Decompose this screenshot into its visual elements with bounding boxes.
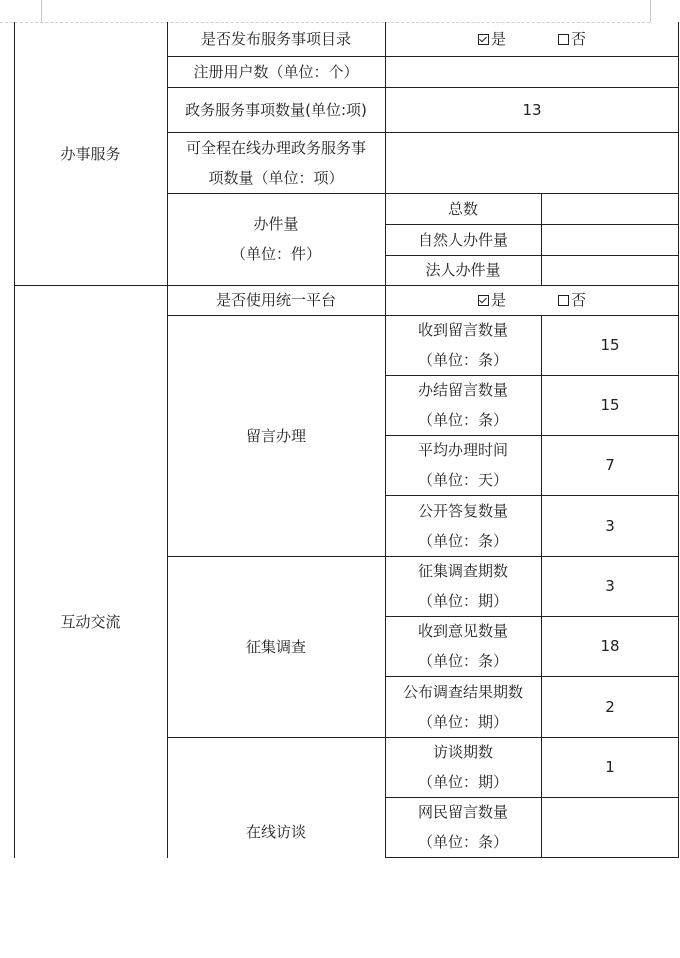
unified-platform-options (385, 285, 679, 315)
checked-box-icon (478, 34, 489, 45)
unified-platform-yes-option[interactable]: 是 (478, 285, 506, 315)
messages-public-replies-value: 3 (605, 516, 615, 535)
service-items-label: 政务服务事项数量(单位:项) (185, 100, 367, 119)
interview-periods-label: 访谈期数 （单位：期） (417, 743, 508, 791)
messages-closed-value: 15 (600, 396, 620, 414)
survey-periods-label: 征集调查期数 （单位：期） (417, 562, 508, 610)
messages-closed-label: 办结留言数量 （单位：条） (417, 381, 508, 429)
empty-box-icon (558, 295, 569, 306)
interview-periods-value: 1 (605, 758, 615, 776)
publish-catalog-yes-option[interactable]: 是 (478, 24, 506, 54)
interview-messages-label: 网民留言数量 （单位：条） (417, 803, 508, 851)
survey-results-label: 公布调查结果期数 （单位：期） (402, 682, 523, 731)
page-margin-marker-left (41, 0, 42, 22)
publish-catalog-no-option[interactable]: 否 (558, 24, 586, 54)
unified-platform-label: 是否使用统一平台 (215, 291, 336, 309)
handled-natural-value (541, 224, 679, 255)
section-label-service: 办事服务 (60, 144, 121, 163)
registered-users-label: 注册用户数（单位：个） (193, 62, 359, 81)
handled-total-value (541, 193, 679, 224)
messages-avg-time-value: 7 (605, 456, 615, 474)
registered-users-value (385, 56, 679, 87)
handled-total-label: 总数 (447, 199, 478, 218)
interview-messages-value (541, 797, 679, 857)
page-margin-marker-right (650, 0, 651, 22)
online-items-value (385, 132, 679, 193)
handled-natural-label: 自然人办件量 (417, 230, 508, 249)
survey-periods-value: 3 (605, 577, 615, 595)
publish-catalog-options (385, 22, 679, 56)
service-items-value: 13 (522, 100, 542, 119)
empty-box-icon (558, 34, 569, 45)
messages-received-label: 收到留言数量 （单位：条） (417, 321, 508, 369)
messages-avg-time-label: 平均办理时间 （单位：天） (417, 441, 508, 489)
unified-platform-no-option[interactable]: 否 (558, 285, 586, 315)
interview-label: 在线访谈 (245, 822, 306, 841)
section-label-interaction: 互动交流 (60, 612, 121, 631)
checked-box-icon (478, 295, 489, 306)
messages-label: 留言办理 (245, 426, 306, 445)
handled-label: 办件量 （单位：件） (230, 215, 321, 263)
survey-opinions-label: 收到意见数量 （单位：条） (417, 622, 508, 670)
messages-received-value: 15 (600, 336, 620, 354)
handled-legal-label: 法人办件量 (425, 261, 501, 279)
survey-results-value: 2 (605, 697, 615, 716)
messages-public-replies-label: 公开答复数量 （单位：条） (417, 501, 508, 550)
survey-label: 征集调查 (245, 637, 306, 656)
handled-legal-value (541, 255, 679, 285)
online-items-label: 可全程在线办理政务服务事 项数量（单位：项） (185, 138, 366, 187)
publish-catalog-label: 是否发布服务事项目录 (200, 30, 351, 48)
survey-opinions-value: 18 (600, 637, 620, 655)
